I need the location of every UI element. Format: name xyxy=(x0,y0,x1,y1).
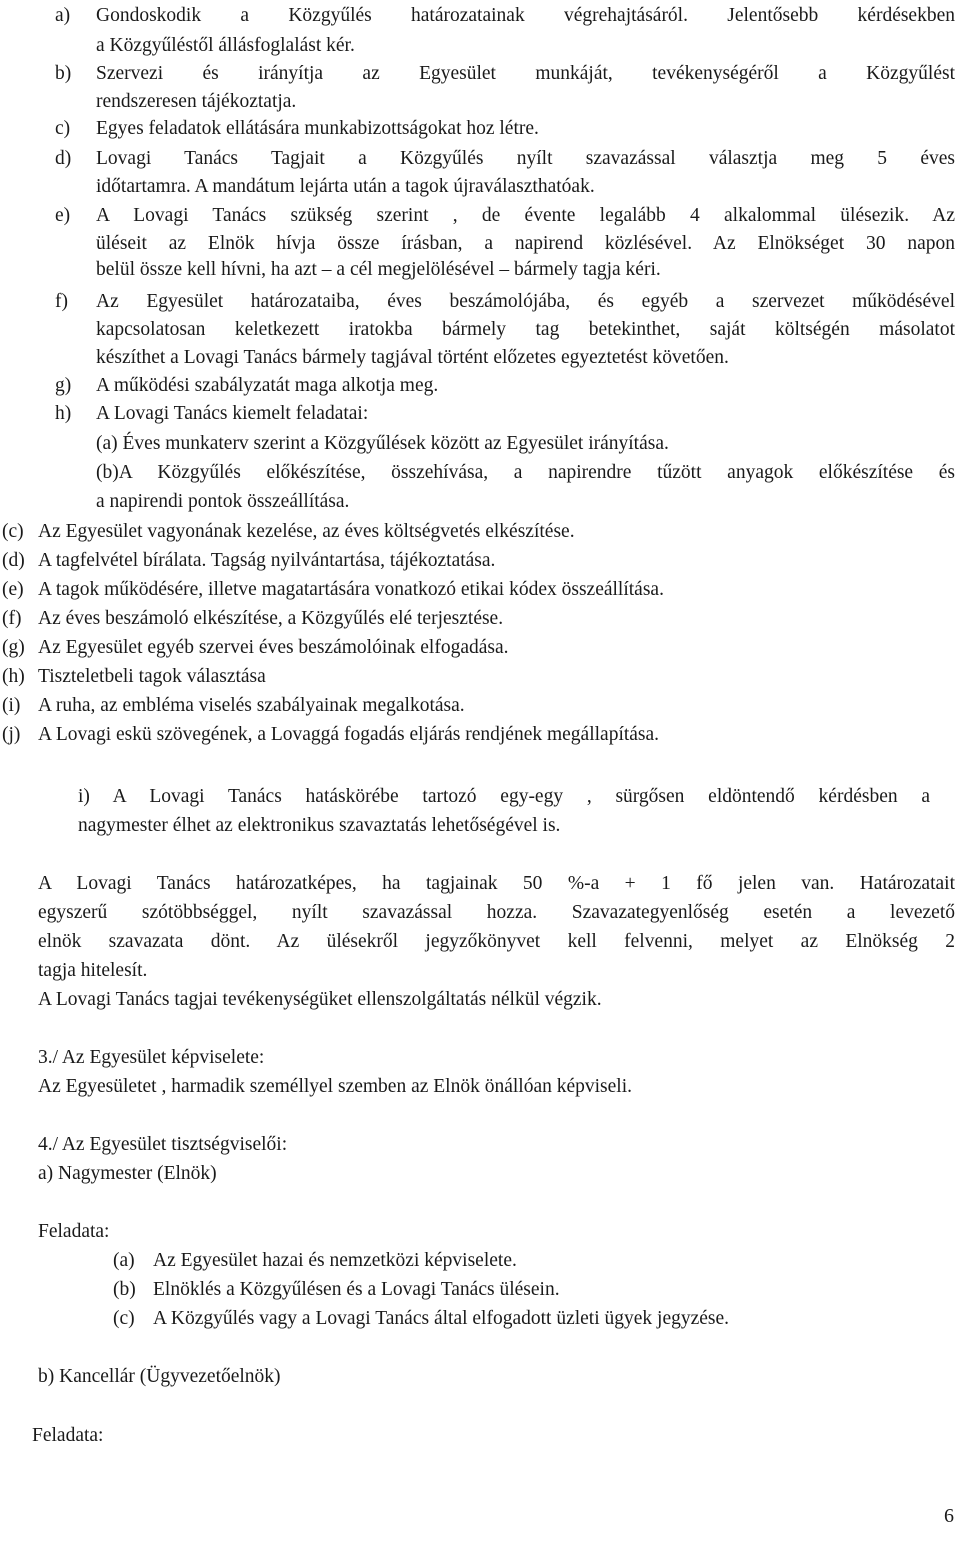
sub-item-text: Tiszteletbeli tagok választása xyxy=(38,666,266,687)
list-item-label: c) xyxy=(55,118,71,139)
list-item-text: A működési szabályzatát maga alkotja meg. xyxy=(96,375,439,396)
quorum-text: elnök szavazata dönt. Az ülésekről jegyzőkönyvet kell felvenni, melyet az Elnökség 2 xyxy=(38,931,955,952)
task-text: Az Egyesület hazai és nemzetközi képviselete. xyxy=(153,1250,517,1271)
list-item-label: a) xyxy=(55,5,71,26)
list-item-text: Az Egyesület határozataiba, éves beszámolójába, és egyéb a szervezet működésével xyxy=(96,291,955,312)
officer-title: b) Kancellár (Ügyvezetőelnök) xyxy=(38,1366,281,1387)
sub-item-label: (c) xyxy=(2,521,24,542)
item-i-text: nagymester élhet az elektronikus szavaztatás lehetőségével is. xyxy=(78,815,561,836)
sub-item-label: (f) xyxy=(2,608,22,629)
quorum-text: tagja hitelesít. xyxy=(38,960,148,981)
task-text: Elnöklés a Közgyűlésen és a Lovagi Tanács ülésein. xyxy=(153,1279,560,1300)
list-item-text: időtartamra. A mandátum lejárta után a tagok újraválaszthatóak. xyxy=(96,176,595,197)
sub-item-label: (j) xyxy=(2,724,21,745)
sub-item-label: (g) xyxy=(2,637,25,658)
quorum-text: A Lovagi Tanács határozatképes, ha tagjainak 50 %-a + 1 fő jelen van. Határozatait xyxy=(38,873,955,894)
task-label: (c) xyxy=(113,1308,135,1329)
sub-item-text: A Lovagi eskü szövegének, a Lovaggá fogadás eljárás rendjének megállapítása. xyxy=(38,724,660,745)
list-item-label: f) xyxy=(55,291,68,312)
quorum-text: egyszerű szótöbbséggel, nyílt szavazással hozza. Szavazategyenlőség esetén a levezető xyxy=(38,902,955,923)
list-item-label: b) xyxy=(55,63,72,84)
list-item-text: belül össze kell hívni, ha azt – a cél megjelölésével – bármely tagja kéri. xyxy=(96,259,661,280)
list-item-text: a Közgyűléstől állásfoglalást kér. xyxy=(96,35,355,56)
tasks-heading: Feladata: xyxy=(32,1425,104,1446)
section-text: Az Egyesületet , harmadik személlyel szemben az Elnök önállóan képviseli. xyxy=(38,1076,633,1097)
sub-item-label: (i) xyxy=(2,695,21,716)
page-number: 6 xyxy=(944,1505,954,1527)
sub-item-text: Az éves beszámoló elkészítése, a Közgyűlés elé terjesztése. xyxy=(38,608,504,629)
sub-item-label: (h) xyxy=(2,666,25,687)
sub-item-text: (b)A Közgyűlés előkészítése, összehívása, a napirendre tűzött anyagok előkészítése és xyxy=(96,462,955,483)
officer-title: a) Nagymester (Elnök) xyxy=(38,1163,217,1184)
list-item-text: készíthet a Lovagi Tanács bármely tagjával történt előzetes egyeztetést követően. xyxy=(96,347,729,368)
section-heading: 4./ Az Egyesület tisztségviselői: xyxy=(38,1134,288,1155)
sub-item-text: A tagok működésére, illetve magatartására vonatkozó etikai kódex összeállítása. xyxy=(38,579,664,600)
list-item-text: A Lovagi Tanács kiemelt feladatai: xyxy=(96,403,369,424)
task-label: (a) xyxy=(113,1250,135,1271)
list-item-label: g) xyxy=(55,375,72,396)
list-item-text: Szervezi és irányítja az Egyesület munkáját, tevékenységéről a Közgyűlést xyxy=(96,63,955,84)
list-item-text: rendszeresen tájékoztatja. xyxy=(96,91,297,112)
item-i-text: i) A Lovagi Tanács hatáskörébe tartozó egy-egy , sürgősen eldöntendő kérdésben a xyxy=(78,786,930,807)
list-item-text: Gondoskodik a Közgyűlés határozatainak végrehajtásáról. Jelentősebb kérdésekben xyxy=(96,5,955,26)
list-item-label: d) xyxy=(55,148,72,169)
list-item-text: Egyes feladatok ellátására munkabizottságokat hoz létre. xyxy=(96,118,539,139)
sub-item-label: (e) xyxy=(2,579,24,600)
list-item-text: Lovagi Tanács Tagjait a Közgyűlés nyílt szavazással választja meg 5 éves xyxy=(96,148,955,169)
task-label: (b) xyxy=(113,1279,136,1300)
sub-item-text: A ruha, az embléma viselés szabályainak megalkotása. xyxy=(38,695,465,716)
task-text: A Közgyűlés vagy a Lovagi Tanács által elfogadott üzleti ügyek jegyzése. xyxy=(153,1308,730,1329)
section-heading: 3./ Az Egyesület képviselete: xyxy=(38,1047,265,1068)
list-item-text: üléseit az Elnök hívja össze írásban, a napirend közlésével. Az Elnökséget 30 napon xyxy=(96,233,955,254)
sub-item-label: (d) xyxy=(2,550,25,571)
tasks-heading: Feladata: xyxy=(38,1221,110,1242)
list-item-text: A Lovagi Tanács szükség szerint , de évente legalább 4 alkalommal ülésezik. Az xyxy=(96,205,955,226)
sub-item-text: (a) Éves munkaterv szerint a Közgyűlések között az Egyesület irányítása. xyxy=(96,433,669,454)
sub-item-text: Az Egyesület vagyonának kezelése, az éves költségvetés elkészítése. xyxy=(38,521,575,542)
list-item-text: kapcsolatosan keletkezett iratokba bármely tag betekinthet, saját költségén másolatot xyxy=(96,319,955,340)
sub-item-text: A tagfelvétel bírálata. Tagság nyilvántartása, tájékoztatása. xyxy=(38,550,496,571)
sub-item-text: Az Egyesület egyéb szervei éves beszámolóinak elfogadása. xyxy=(38,637,509,658)
sub-item-text: a napirendi pontok összeállítása. xyxy=(96,491,350,512)
list-item-label: h) xyxy=(55,403,72,424)
list-item-label: e) xyxy=(55,205,71,226)
quorum-text: A Lovagi Tanács tagjai tevékenységüket ellenszolgáltatás nélkül végzik. xyxy=(38,989,602,1010)
